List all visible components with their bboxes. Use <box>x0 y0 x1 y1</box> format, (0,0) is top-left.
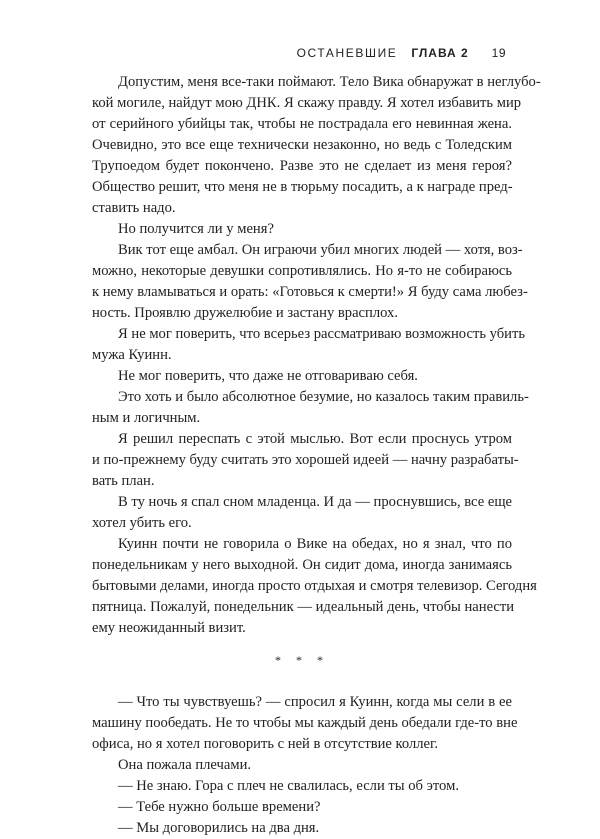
text-line: Трупоедом будет покончено. Разве это не сделает из меня героя? <box>92 158 512 174</box>
paragraph-11 <box>92 755 512 776</box>
paragraph-12 <box>92 776 512 797</box>
text-line: ему неожиданный визит. <box>92 620 246 636</box>
text-line: к нему вламываться и орать: «Готовься к смерти!» Я буду сама любез- <box>92 284 528 300</box>
text-line: и по-прежнему буду считать это хорошей идеей — начну разрабаты- <box>92 452 519 468</box>
text-line: Очевидно, это все еще технически незаконно, но ведь с Толедским <box>92 137 512 153</box>
text-line: можно, некоторые девушки сопротивлялись. Но я-то не собираюсь <box>92 263 512 279</box>
text-line: — Что ты чувствуешь? — спросил я Куинн, когда мы сели в ее <box>118 694 512 710</box>
text-line: Допустим, меня все-таки поймают. Тело Вика обнаружат в неглубо- <box>118 74 541 90</box>
text-line: — Не знаю. Гора с плеч не свалилась, если ты об этом. <box>118 778 459 794</box>
text-line: ным и логичным. <box>92 410 201 426</box>
paragraph-2 <box>92 219 512 240</box>
paragraph-10 <box>92 692 518 755</box>
text-line: Но получится ли у меня? <box>118 221 274 237</box>
text-line: В ту ночь я спал сном младенца. И да — проснувшись, все еще <box>118 494 513 510</box>
text-line: Общество решит, что меня не в тюрьму посадить, а к награде пред- <box>92 179 513 195</box>
text-line: Это хоть и было абсолютное безумие, но казалось таким правиль- <box>118 389 529 405</box>
text-line: Куинн почти не говорила о Вике на обедах, но я знал, что по <box>118 536 512 552</box>
text-line: пятница. Пожалуй, понедельник — идеальный день, чтобы нанести <box>92 599 515 615</box>
page-number: 19 <box>491 46 506 60</box>
paragraph-9 <box>92 534 537 639</box>
paragraph-1 <box>92 72 541 219</box>
text-line: кой могиле, найдут мою ДНК. Я скажу правду. Я хотел избавить мир <box>92 95 522 111</box>
text-line: — Тебе нужно больше времени? <box>118 799 321 815</box>
text-line: ность. Проявлю дружелюбие и застану врасплох. <box>92 305 399 321</box>
text-line: машину пообедать. Не то чтобы мы каждый день обедали где-то вне <box>92 715 518 731</box>
body-text <box>92 72 541 839</box>
text-line: мужа Куинн. <box>92 347 172 363</box>
text-line: Она пожала плечами. <box>118 757 252 773</box>
text-line: Вик тот еще амбал. Он играючи убил многих людей — хотя, воз- <box>118 242 523 258</box>
paragraph-5 <box>92 366 512 387</box>
text-line: — Мы договорились на два дня. <box>118 820 320 836</box>
section-separator: * * * <box>275 653 329 667</box>
paragraph-7 <box>92 429 519 492</box>
text-line: офиса, но я хотел поговорить с ней в отсутствие коллег. <box>92 736 439 752</box>
paragraph-4 <box>92 324 525 366</box>
text-line: от серийного убийцы так, чтобы не пострадала его невинная жена. <box>92 116 512 132</box>
text-line: понедельникам у него выходной. Он сидит дома, иногда занимаясь <box>92 557 512 573</box>
paragraph-3 <box>92 240 528 324</box>
text-line: вать план. <box>92 473 155 489</box>
text-line: ставить надо. <box>92 200 176 216</box>
text-line: Я решил переспать с этой мыслью. Вот если проснусь утром <box>118 431 512 447</box>
book-title: ОСТАНЕВШИЕ <box>296 46 398 60</box>
text-line: Я не мог поверить, что всерьез рассматриваю возможность убить <box>118 326 525 342</box>
text-line: хотел убить его. <box>92 515 192 531</box>
paragraph-6 <box>92 387 529 429</box>
paragraph-14 <box>92 818 512 839</box>
paragraph-8 <box>92 492 512 534</box>
text-line: Не мог поверить, что даже не отговариваю себя. <box>118 368 418 384</box>
chapter-label: ГЛАВА 2 <box>411 46 469 60</box>
running-head <box>297 46 506 60</box>
paragraph-13 <box>92 797 512 818</box>
text-line: бытовыми делами, иногда просто отдыхая и смотря телевизор. Сегодня <box>92 578 537 594</box>
